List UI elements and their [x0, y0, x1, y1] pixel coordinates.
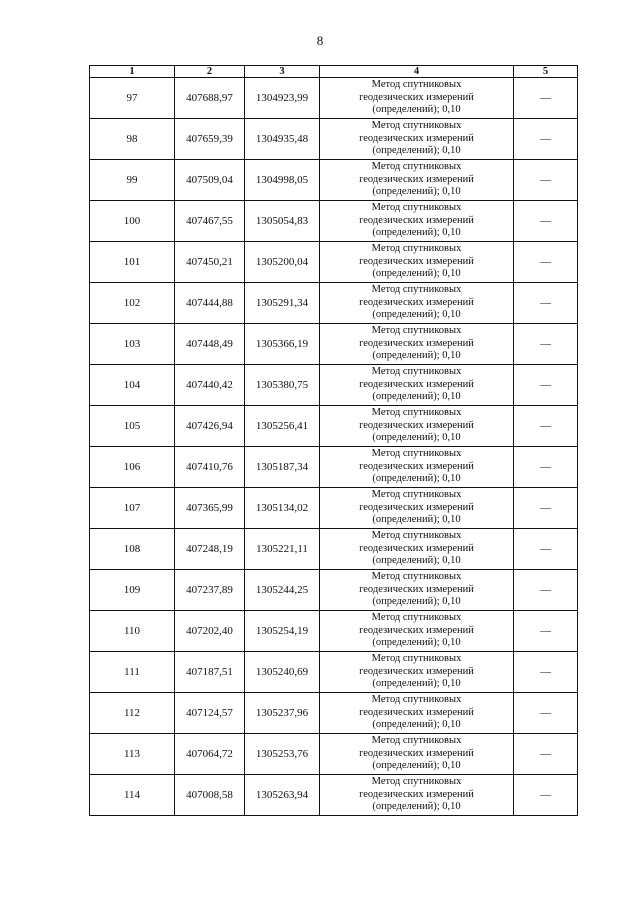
note-cell: —: [514, 283, 578, 324]
coord-x-cell: 407237,89: [175, 570, 245, 611]
note-cell: —: [514, 242, 578, 283]
method-line: (определений); 0,10: [372, 227, 461, 239]
method-line: геодезических измерений: [359, 542, 474, 554]
method-cell: [320, 406, 514, 447]
coord-x-cell: 407467,55: [175, 201, 245, 242]
method-line: Метод спутниковых: [371, 284, 462, 296]
method-line: Метод спутниковых: [371, 79, 462, 91]
method-line: геодезических измерений: [359, 706, 474, 718]
method-cell: [320, 283, 514, 324]
column-header-3: 3: [245, 66, 320, 78]
method-line: (определений); 0,10: [372, 678, 461, 690]
note-cell: —: [514, 529, 578, 570]
method-line: (определений); 0,10: [372, 801, 461, 813]
point-number-cell: 105: [90, 406, 175, 447]
coord-x-cell: 407187,51: [175, 652, 245, 693]
point-number-cell: 104: [90, 365, 175, 406]
column-header-2: 2: [175, 66, 245, 78]
column-header-4: 4: [320, 66, 514, 78]
point-number-cell: 106: [90, 447, 175, 488]
method-line: геодезических измерений: [359, 460, 474, 472]
table-row: [90, 78, 578, 119]
method-line: геодезических измерений: [359, 296, 474, 308]
coord-y-cell: 1305253,76: [245, 734, 320, 775]
coord-x-cell: 407450,21: [175, 242, 245, 283]
table-row: [90, 119, 578, 160]
method-line: (определений); 0,10: [372, 350, 461, 362]
table-row: [90, 529, 578, 570]
coord-x-cell: 407365,99: [175, 488, 245, 529]
method-cell: [320, 775, 514, 816]
method-line: Метод спутниковых: [371, 161, 462, 173]
method-line: (определений); 0,10: [372, 719, 461, 731]
method-line: Метод спутниковых: [371, 120, 462, 132]
table-row: [90, 734, 578, 775]
coord-x-cell: 407440,42: [175, 365, 245, 406]
method-line: (определений); 0,10: [372, 104, 461, 116]
coord-x-cell: 407688,97: [175, 78, 245, 119]
method-line: Метод спутниковых: [371, 571, 462, 583]
method-line: (определений); 0,10: [372, 145, 461, 157]
table-row: [90, 365, 578, 406]
note-cell: —: [514, 570, 578, 611]
point-number-cell: 110: [90, 611, 175, 652]
method-line: геодезических измерений: [359, 419, 474, 431]
method-cell: [320, 201, 514, 242]
table-row: [90, 611, 578, 652]
coord-y-cell: 1305240,69: [245, 652, 320, 693]
table-row: [90, 447, 578, 488]
point-number-cell: 111: [90, 652, 175, 693]
note-cell: —: [514, 201, 578, 242]
method-line: геодезических измерений: [359, 665, 474, 677]
point-number-cell: 114: [90, 775, 175, 816]
page-number: 8: [316, 33, 324, 48]
method-line: геодезических измерений: [359, 378, 474, 390]
point-number-cell: 112: [90, 693, 175, 734]
method-line: геодезических измерений: [359, 255, 474, 267]
method-line: Метод спутниковых: [371, 653, 462, 665]
note-cell: —: [514, 734, 578, 775]
coord-x-cell: 407202,40: [175, 611, 245, 652]
method-line: геодезических измерений: [359, 337, 474, 349]
method-line: (определений); 0,10: [372, 514, 461, 526]
method-line: Метод спутниковых: [371, 448, 462, 460]
coord-y-cell: 1305291,34: [245, 283, 320, 324]
table-row: [90, 652, 578, 693]
method-cell: [320, 324, 514, 365]
note-cell: —: [514, 488, 578, 529]
method-cell: [320, 734, 514, 775]
coord-x-cell: 407509,04: [175, 160, 245, 201]
method-line: Метод спутниковых: [371, 243, 462, 255]
method-line: (определений); 0,10: [372, 268, 461, 280]
point-number-cell: 97: [90, 78, 175, 119]
coord-y-cell: 1304998,05: [245, 160, 320, 201]
method-cell: [320, 119, 514, 160]
table-row: [90, 201, 578, 242]
table-row: [90, 488, 578, 529]
point-number-cell: 103: [90, 324, 175, 365]
column-header-5: 5: [514, 66, 578, 78]
method-cell: [320, 652, 514, 693]
point-number-cell: 107: [90, 488, 175, 529]
method-cell: [320, 488, 514, 529]
point-number-cell: 109: [90, 570, 175, 611]
table-row: [90, 283, 578, 324]
method-cell: [320, 611, 514, 652]
coord-y-cell: 1305254,19: [245, 611, 320, 652]
point-number-cell: 113: [90, 734, 175, 775]
coord-x-cell: 407659,39: [175, 119, 245, 160]
point-number-cell: 98: [90, 119, 175, 160]
coord-y-cell: 1305200,04: [245, 242, 320, 283]
method-line: (определений); 0,10: [372, 555, 461, 567]
method-line: Метод спутниковых: [371, 325, 462, 337]
method-line: Метод спутниковых: [371, 694, 462, 706]
method-line: Метод спутниковых: [371, 735, 462, 747]
method-line: Метод спутниковых: [371, 407, 462, 419]
table-row: [90, 570, 578, 611]
table-header-row: [90, 66, 578, 78]
table-row: [90, 406, 578, 447]
coord-x-cell: 407410,76: [175, 447, 245, 488]
method-line: (определений); 0,10: [372, 186, 461, 198]
method-line: геодезических измерений: [359, 91, 474, 103]
method-cell: [320, 365, 514, 406]
table-row: [90, 242, 578, 283]
method-cell: [320, 242, 514, 283]
method-line: геодезических измерений: [359, 583, 474, 595]
method-cell: [320, 160, 514, 201]
coord-x-cell: 407444,88: [175, 283, 245, 324]
method-line: геодезических измерений: [359, 624, 474, 636]
note-cell: —: [514, 324, 578, 365]
coord-y-cell: 1305256,41: [245, 406, 320, 447]
coord-y-cell: 1305187,34: [245, 447, 320, 488]
coord-x-cell: 407008,58: [175, 775, 245, 816]
coord-y-cell: 1305134,02: [245, 488, 320, 529]
note-cell: —: [514, 365, 578, 406]
note-cell: —: [514, 447, 578, 488]
note-cell: —: [514, 119, 578, 160]
method-line: Метод спутниковых: [371, 612, 462, 624]
method-cell: [320, 447, 514, 488]
coord-x-cell: 407124,57: [175, 693, 245, 734]
note-cell: —: [514, 611, 578, 652]
note-cell: —: [514, 652, 578, 693]
table-body: [90, 78, 578, 816]
method-line: геодезических измерений: [359, 214, 474, 226]
point-number-cell: 101: [90, 242, 175, 283]
method-line: геодезических измерений: [359, 501, 474, 513]
method-line: (определений); 0,10: [372, 596, 461, 608]
coord-x-cell: 407248,19: [175, 529, 245, 570]
method-cell: [320, 78, 514, 119]
coord-y-cell: 1305054,83: [245, 201, 320, 242]
point-number-cell: 102: [90, 283, 175, 324]
method-line: (определений); 0,10: [372, 391, 461, 403]
method-line: (определений); 0,10: [372, 473, 461, 485]
coord-y-cell: 1305263,94: [245, 775, 320, 816]
method-line: Метод спутниковых: [371, 366, 462, 378]
coord-y-cell: 1305221,11: [245, 529, 320, 570]
method-line: (определений); 0,10: [372, 432, 461, 444]
table-row: [90, 693, 578, 734]
table-row: [90, 160, 578, 201]
table-row: [90, 324, 578, 365]
point-number-cell: 99: [90, 160, 175, 201]
coordinates-table: [89, 65, 578, 816]
column-header-1: 1: [90, 66, 175, 78]
coord-y-cell: 1305380,75: [245, 365, 320, 406]
method-line: Метод спутниковых: [371, 530, 462, 542]
method-line: (определений); 0,10: [372, 309, 461, 321]
coord-x-cell: 407426,94: [175, 406, 245, 447]
method-line: геодезических измерений: [359, 132, 474, 144]
method-line: Метод спутниковых: [371, 202, 462, 214]
method-cell: [320, 570, 514, 611]
method-cell: [320, 693, 514, 734]
coord-y-cell: 1305366,19: [245, 324, 320, 365]
note-cell: —: [514, 693, 578, 734]
note-cell: —: [514, 78, 578, 119]
method-line: (определений); 0,10: [372, 760, 461, 772]
note-cell: —: [514, 775, 578, 816]
table-row: [90, 775, 578, 816]
coord-y-cell: 1305244,25: [245, 570, 320, 611]
method-line: геодезических измерений: [359, 788, 474, 800]
method-line: Метод спутниковых: [371, 776, 462, 788]
note-cell: —: [514, 160, 578, 201]
method-cell: [320, 529, 514, 570]
method-line: Метод спутниковых: [371, 489, 462, 501]
note-cell: —: [514, 406, 578, 447]
point-number-cell: 100: [90, 201, 175, 242]
coord-y-cell: 1305237,96: [245, 693, 320, 734]
coord-y-cell: 1304935,48: [245, 119, 320, 160]
point-number-cell: 108: [90, 529, 175, 570]
coord-x-cell: 407064,72: [175, 734, 245, 775]
coord-x-cell: 407448,49: [175, 324, 245, 365]
method-line: геодезических измерений: [359, 747, 474, 759]
method-line: геодезических измерений: [359, 173, 474, 185]
method-line: (определений); 0,10: [372, 637, 461, 649]
coord-y-cell: 1304923,99: [245, 78, 320, 119]
